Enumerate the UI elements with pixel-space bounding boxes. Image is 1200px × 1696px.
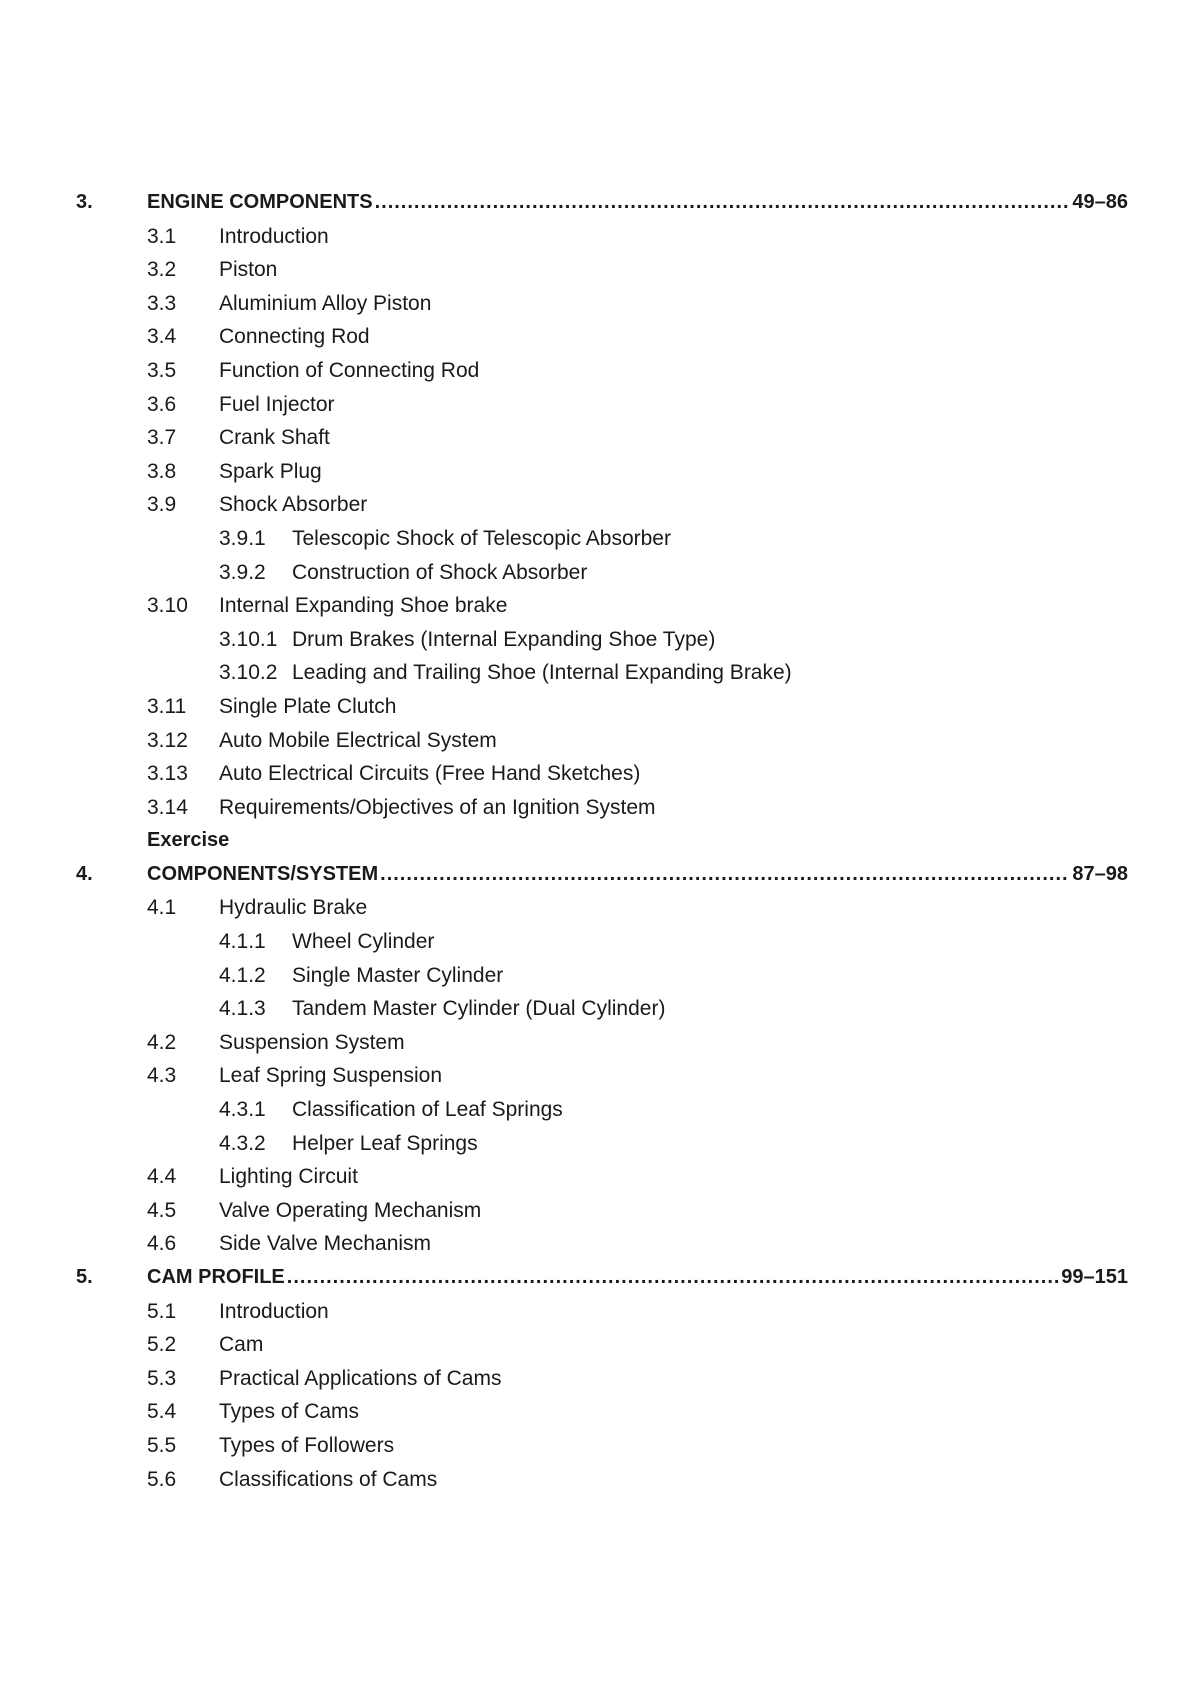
chapter-title: COMPONENTS/SYSTEM: [147, 862, 379, 885]
dot-leader: [380, 858, 1070, 892]
toc-entry[interactable]: [0, 724, 1200, 758]
chapter-heading[interactable]: [0, 1261, 1200, 1295]
toc-entry[interactable]: [0, 1194, 1200, 1228]
chapter-leader-line: [147, 186, 1128, 220]
section-title: Hydraulic Brake: [219, 896, 368, 920]
toc-entry[interactable]: [0, 757, 1200, 791]
section-title: Auto Electrical Circuits (Free Hand Sketches): [219, 762, 641, 786]
toc-entry[interactable]: [0, 891, 1200, 925]
page-range: 87–98: [1072, 862, 1128, 885]
toc-entry[interactable]: [0, 925, 1200, 959]
toc-entry[interactable]: [0, 1059, 1200, 1093]
section-number: 5.1: [147, 1299, 177, 1323]
toc-entry[interactable]: [0, 1362, 1200, 1396]
section-number: 3.10: [147, 594, 188, 618]
section-title: Single Plate Clutch: [219, 694, 397, 718]
section-title: Introduction: [219, 224, 329, 248]
section-title: Aluminium Alloy Piston: [219, 291, 432, 315]
toc-entry[interactable]: [0, 320, 1200, 354]
section-number: 3.5: [147, 358, 177, 382]
section-number: 4.3.1: [219, 1098, 266, 1122]
section-number: 5.3: [147, 1366, 177, 1390]
toc-entry[interactable]: [0, 1227, 1200, 1261]
section-title: Wheel Cylinder: [292, 930, 435, 954]
section-title: Helper Leaf Springs: [292, 1131, 478, 1155]
toc-entry[interactable]: [0, 1127, 1200, 1161]
toc-entry[interactable]: [0, 791, 1200, 825]
section-title: Auto Mobile Electrical System: [219, 728, 497, 752]
toc-entry[interactable]: [0, 220, 1200, 254]
toc-entry[interactable]: [0, 455, 1200, 489]
section-number: 3.1: [147, 224, 177, 248]
exercise-entry[interactable]: [0, 824, 1200, 858]
chapter-number: 5.: [76, 1266, 93, 1288]
section-title: Leaf Spring Suspension: [219, 1064, 442, 1088]
section-title: Internal Expanding Shoe brake: [219, 594, 508, 618]
section-number: 3.4: [147, 325, 177, 349]
chapter-title: CAM PROFILE: [147, 1266, 285, 1288]
section-number: 4.3: [147, 1064, 177, 1088]
section-number: 4.5: [147, 1198, 177, 1222]
section-number: 3.6: [147, 392, 177, 416]
section-number: 4.3.2: [219, 1131, 266, 1155]
toc-entry[interactable]: [0, 992, 1200, 1026]
toc-entry[interactable]: [0, 1328, 1200, 1362]
toc-entry[interactable]: [0, 354, 1200, 388]
section-number: 3.13: [147, 762, 188, 786]
dot-leader: [287, 1261, 1059, 1295]
toc-entry[interactable]: [0, 589, 1200, 623]
toc-entry[interactable]: [0, 488, 1200, 522]
section-number: 3.12: [147, 728, 188, 752]
section-number: 4.2: [147, 1030, 177, 1054]
section-title: Cam: [219, 1333, 264, 1357]
section-title: Valve Operating Mechanism: [219, 1198, 482, 1222]
chapter-number: 4.: [76, 862, 93, 885]
section-number: 5.6: [147, 1467, 177, 1491]
section-number: 4.1.1: [219, 930, 266, 954]
toc-entry[interactable]: [0, 1463, 1200, 1497]
section-title: Classification of Leaf Springs: [292, 1098, 563, 1122]
toc-entry[interactable]: [0, 1295, 1200, 1329]
section-number: 3.9.2: [219, 560, 266, 584]
toc-entry[interactable]: [0, 1429, 1200, 1463]
section-number: 4.1.2: [219, 963, 266, 987]
toc-entry[interactable]: [0, 421, 1200, 455]
section-number: 3.7: [147, 426, 177, 450]
section-title: Single Master Cylinder: [292, 963, 504, 987]
section-title: Lighting Circuit: [219, 1165, 358, 1189]
section-title: Fuel Injector: [219, 392, 335, 416]
section-title: Side Valve Mechanism: [219, 1232, 432, 1256]
section-number: 3.9.1: [219, 526, 266, 550]
page-range: 49–86: [1072, 191, 1128, 213]
section-title: Connecting Rod: [219, 325, 370, 349]
section-title: Requirements/Objectives of an Ignition System: [219, 795, 656, 819]
section-title: Function of Connecting Rod: [219, 358, 480, 382]
section-number: 3.3: [147, 291, 177, 315]
section-number: 4.1.3: [219, 997, 266, 1021]
section-title: Shock Absorber: [219, 493, 368, 517]
section-title: Piston: [219, 258, 278, 282]
section-title: Spark Plug: [219, 459, 322, 483]
section-number: 5.4: [147, 1400, 177, 1424]
section-title: Types of Cams: [219, 1400, 360, 1424]
toc-entry[interactable]: [0, 1093, 1200, 1127]
section-number: 4.4: [147, 1165, 177, 1189]
section-title: Types of Followers: [219, 1433, 395, 1457]
toc-entry[interactable]: [0, 253, 1200, 287]
toc-entry[interactable]: [0, 1395, 1200, 1429]
section-number: 3.9: [147, 493, 177, 517]
section-number: 3.8: [147, 459, 177, 483]
section-number: 3.10.1: [219, 627, 278, 651]
section-number: 3.10.2: [219, 661, 278, 685]
toc-entry[interactable]: [0, 656, 1200, 690]
chapter-title: ENGINE COMPONENTS: [147, 191, 373, 213]
toc-entry[interactable]: [0, 623, 1200, 657]
chapter-leader-line: [147, 858, 1128, 892]
section-number: 4.1: [147, 896, 177, 920]
toc-entry[interactable]: [0, 522, 1200, 556]
section-number: 5.2: [147, 1333, 177, 1357]
section-title: Leading and Trailing Shoe (Internal Expanding Brake): [292, 661, 792, 685]
chapter-number: 3.: [76, 191, 93, 213]
toc-entry[interactable]: [0, 287, 1200, 321]
section-title: Tandem Master Cylinder (Dual Cylinder): [292, 997, 666, 1021]
section-title: Construction of Shock Absorber: [292, 560, 588, 584]
section-title: Practical Applications of Cams: [219, 1366, 502, 1390]
exercise-label: Exercise: [147, 829, 230, 852]
section-title: Suspension System: [219, 1030, 405, 1054]
chapter-heading[interactable]: [0, 858, 1200, 892]
section-title: Telescopic Shock of Telescopic Absorber: [292, 526, 671, 550]
toc-entry[interactable]: [0, 556, 1200, 590]
section-number: 5.5: [147, 1433, 177, 1457]
section-title: Drum Brakes (Internal Expanding Shoe Type): [292, 627, 716, 651]
dot-leader: [375, 186, 1071, 220]
chapter-heading[interactable]: [0, 186, 1200, 220]
section-number: 3.14: [147, 795, 188, 819]
toc-entry[interactable]: [0, 388, 1200, 422]
page-range: 99–151: [1061, 1266, 1128, 1288]
section-number: 3.11: [147, 694, 187, 718]
section-title: Introduction: [219, 1299, 329, 1323]
section-number: 3.2: [147, 258, 177, 282]
section-title: Crank Shaft: [219, 426, 330, 450]
section-title: Classifications of Cams: [219, 1467, 438, 1491]
chapter-leader-line: [147, 1261, 1128, 1295]
section-number: 4.6: [147, 1232, 177, 1256]
toc-entry[interactable]: [0, 690, 1200, 724]
table-of-contents: [0, 186, 1200, 1496]
toc-entry[interactable]: [0, 959, 1200, 993]
toc-entry[interactable]: [0, 1026, 1200, 1060]
toc-entry[interactable]: [0, 1160, 1200, 1194]
